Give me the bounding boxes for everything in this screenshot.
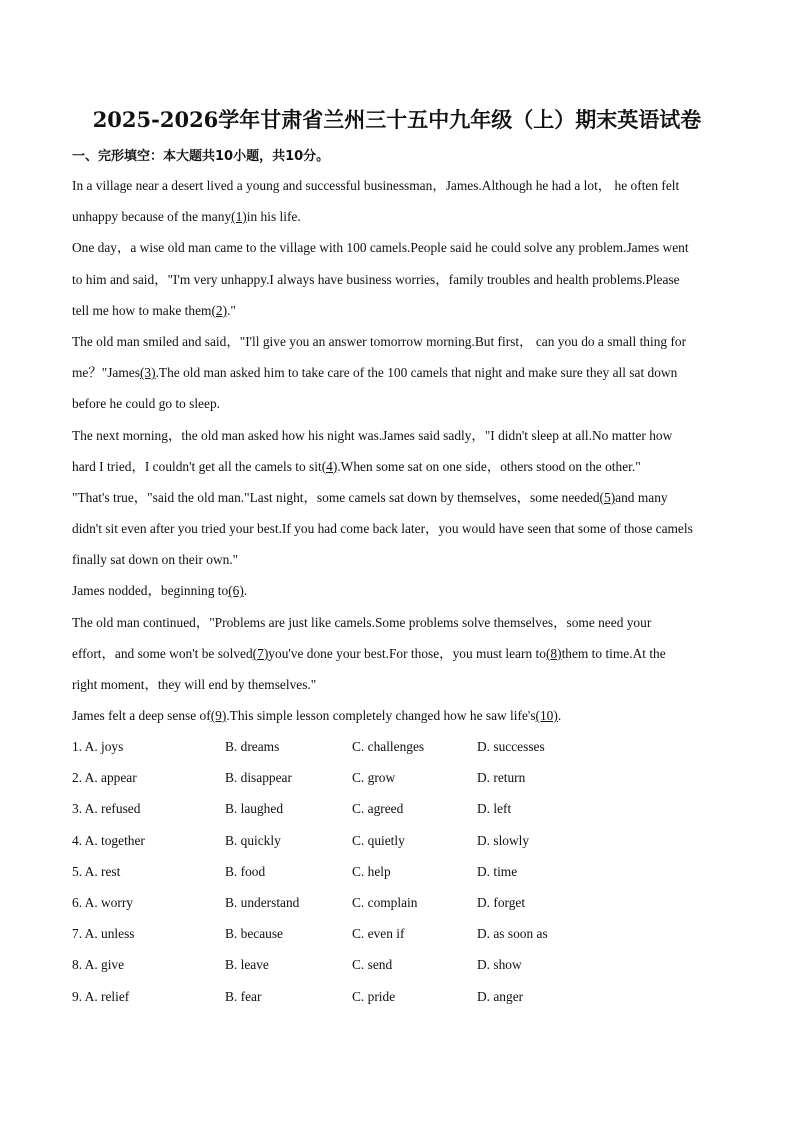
option-a[interactable]: 1. A. joys xyxy=(72,739,124,754)
passage-line xyxy=(72,513,732,544)
option-b[interactable]: B. food xyxy=(225,863,266,879)
passage-text: ." xyxy=(227,302,236,318)
passage-text: "That's true，"said the old man."Last night，some camels sat down by themselves，some needed xyxy=(72,489,600,505)
option-b[interactable]: B. understand xyxy=(225,894,300,910)
page-title: 2025-2026学年甘肃省兰州三十五中九年级（上）期末英语试卷 xyxy=(92,107,702,132)
answer-options xyxy=(72,731,732,1012)
passage-text: The old man continued，"Problems are just like camels.Some problems solve themselves，some need your xyxy=(72,614,652,630)
passage-line xyxy=(72,575,732,606)
passage-line xyxy=(72,669,732,700)
option-a[interactable]: 4. A. together xyxy=(72,832,145,848)
passage-text: In a village near a desert lived a young and successful businessman，James.Although he had a lot， he often felt xyxy=(72,178,680,193)
option-d[interactable]: D. successes xyxy=(477,739,545,754)
option-b[interactable]: B. because xyxy=(225,926,284,942)
passage-text: unhappy because of the many xyxy=(72,209,232,225)
option-d[interactable]: D. left xyxy=(477,801,512,817)
passage-text: . xyxy=(243,583,248,599)
passage-text: you've done your best.For those，you must learn to xyxy=(268,645,546,661)
question-row xyxy=(72,825,732,856)
question-row xyxy=(72,887,732,918)
passage-text: .When some sat on one side，others stood on the other." xyxy=(337,458,641,474)
passage-line xyxy=(72,420,732,451)
option-d[interactable]: D. slowly xyxy=(477,832,530,848)
passage-text: One day，a wise old man came to the village with 100 camels.People said he could solve any problem.James went xyxy=(72,240,689,256)
option-d[interactable]: D. forget xyxy=(477,894,526,910)
option-b[interactable]: B. disappear xyxy=(225,770,292,786)
passage-text: right moment，they will end by themselves." xyxy=(72,677,317,692)
passage-text: hard I tried，I couldn't get all the camels to sit xyxy=(72,458,322,474)
option-c[interactable]: C. agreed xyxy=(352,801,404,817)
option-c[interactable]: C. even if xyxy=(352,926,405,942)
option-b[interactable]: B. dreams xyxy=(225,739,280,754)
blank-number: (7) xyxy=(252,645,269,661)
blank-number: (8) xyxy=(545,645,562,661)
passage-line xyxy=(72,451,732,482)
passage-text: didn't sit even after you tried your best.If you had come back later，you would have seen that some of those camels xyxy=(72,521,693,537)
passage-line xyxy=(72,295,732,326)
blank-number: (4) xyxy=(321,458,338,474)
option-c[interactable]: C. help xyxy=(352,863,391,879)
passage-text: The next morning，the old man asked how his night was.James said sadly，"I didn't sleep at all.No matter how xyxy=(72,427,673,443)
passage-line xyxy=(72,607,732,638)
passage-line xyxy=(72,638,732,669)
option-b[interactable]: B. leave xyxy=(225,957,269,973)
option-a[interactable]: 6. A. worry xyxy=(72,894,133,910)
passage-line xyxy=(72,544,732,575)
passage-text: me？"James xyxy=(72,365,140,381)
passage-text: James felt a deep sense of xyxy=(72,708,211,724)
question-row xyxy=(72,918,732,949)
passage-text: them to time.At the xyxy=(561,645,666,661)
passage-text: before he could go to sleep. xyxy=(72,396,220,412)
passage-line xyxy=(72,700,732,731)
section-heading: 一、完形填空：本大题共10小题，共10分。 xyxy=(72,149,330,164)
passage-text: The old man smiled and said，"I'll give you an answer tomorrow morning.But first， can you do a small thing for xyxy=(72,333,687,349)
passage-line xyxy=(72,482,732,513)
blank-number: (3) xyxy=(139,365,156,381)
passage-text: .The old man asked him to take care of the 100 camels that night and make sure they all sat down xyxy=(155,365,678,381)
question-row xyxy=(72,731,732,762)
passage-text: tell me how to make them xyxy=(72,302,212,318)
blank-number: (2) xyxy=(211,302,228,318)
option-b[interactable]: B. fear xyxy=(225,988,262,1004)
option-d[interactable]: D. anger xyxy=(477,988,524,1004)
question-row xyxy=(72,949,732,980)
option-c[interactable]: C. send xyxy=(352,957,393,973)
passage-line xyxy=(72,326,732,357)
passage-text: in his life. xyxy=(246,209,301,225)
question-row xyxy=(72,856,732,887)
option-c[interactable]: C. pride xyxy=(352,988,396,1004)
option-c[interactable]: C. quietly xyxy=(352,832,405,848)
passage-text: James nodded，beginning to xyxy=(72,583,229,599)
option-a[interactable]: 5. A. rest xyxy=(72,863,121,879)
blank-number: (1) xyxy=(231,209,247,225)
passage-text: .This simple lesson completely changed how he saw life's xyxy=(226,708,536,724)
option-c[interactable]: C. grow xyxy=(352,770,396,786)
question-row xyxy=(72,762,732,793)
option-a[interactable]: 7. A. unless xyxy=(72,926,135,942)
option-a[interactable]: 3. A. refused xyxy=(72,801,141,817)
option-c[interactable]: C. complain xyxy=(352,894,418,910)
question-row xyxy=(72,793,732,824)
passage-line xyxy=(72,232,732,263)
option-d[interactable]: D. time xyxy=(477,863,518,879)
question-row xyxy=(72,981,732,1012)
option-a[interactable]: 9. A. relief xyxy=(72,988,130,1004)
blank-number: (9) xyxy=(210,708,227,724)
passage-text: . xyxy=(557,708,562,724)
option-d[interactable]: D. show xyxy=(477,957,522,973)
passage-line xyxy=(72,201,732,232)
option-d[interactable]: D. return xyxy=(477,770,526,786)
passage-line xyxy=(72,357,732,388)
passage-text: finally sat down on their own." xyxy=(72,552,239,568)
blank-number: (10) xyxy=(535,708,558,724)
blank-number: (6) xyxy=(228,583,244,599)
cloze-passage xyxy=(72,170,732,731)
option-a[interactable]: 8. A. give xyxy=(72,957,125,973)
passage-line xyxy=(72,264,732,295)
passage-text: and many xyxy=(615,489,668,505)
passage-line xyxy=(72,170,732,201)
option-c[interactable]: C. challenges xyxy=(352,739,425,754)
passage-text: to him and said，"I'm very unhappy.I always have business worries，family troubles and health problems.Please xyxy=(72,271,680,287)
blank-number: (5) xyxy=(599,489,616,505)
passage-line xyxy=(72,388,732,419)
option-a[interactable]: 2. A. appear xyxy=(72,770,137,786)
passage-text: effort，and some won't be solved xyxy=(72,645,253,661)
option-b[interactable]: B. quickly xyxy=(225,832,281,848)
option-d[interactable]: D. as soon as xyxy=(477,926,548,942)
option-b[interactable]: B. laughed xyxy=(225,801,284,817)
